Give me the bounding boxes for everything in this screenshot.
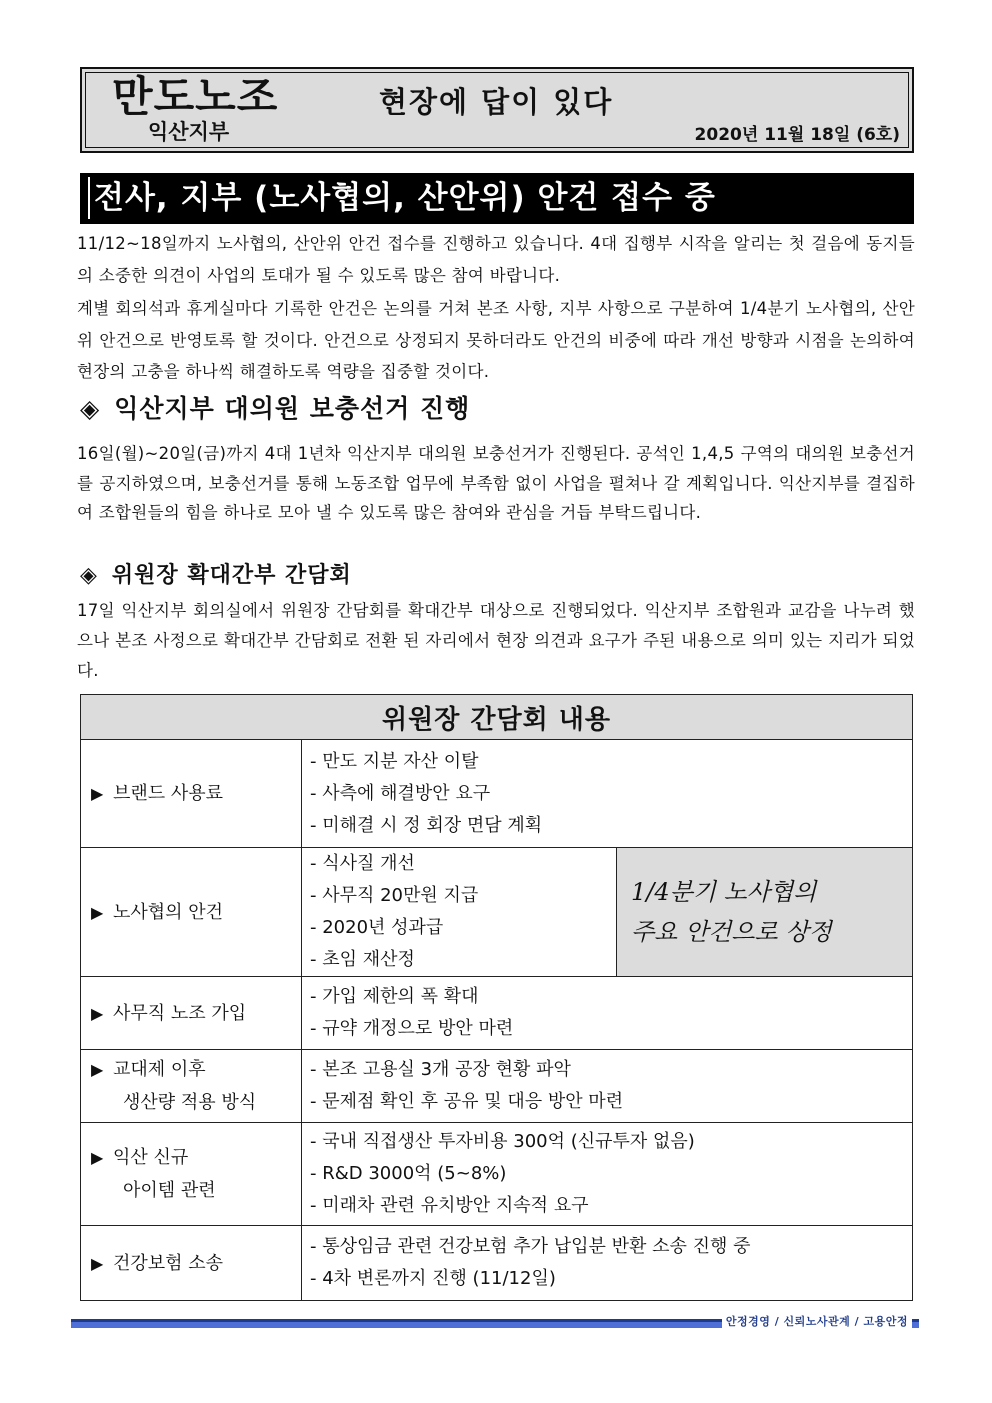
table-row <box>81 1050 913 1123</box>
row-content: - 식사질 개선 - 사무직 20만원 지급 - 2020년 성과급 - 초임 재산정 <box>302 848 617 977</box>
intro-paragraph-2: 계별 회의석과 휴게실마다 기록한 안건은 논의를 거쳐 본조 사항, 지부 사항으로 구분하여 1/4분기 노사협의, 산안위 안건으로 반영토록 할 것이다. 안건으로 상정되지 못하더라도 안건의 비중에 따라 개선 방향과 시점을 논의하여 현장의 고충을 하나씩 해결하도록 역량을 집중할 것이다. <box>77 299 915 381</box>
issue-date: 2020년 11월 18일 (6호) <box>694 125 900 145</box>
table-row <box>81 848 913 977</box>
diamond-bullet-icon: ◈ <box>80 563 98 588</box>
meeting-paragraph: 17일 익산지부 회의실에서 위원장 간담회를 확대간부 대상으로 진행되었다. 익산지부 조합원과 교감을 나누려 했으나 본조 사정으로 확대간부 간담회로 전환 된 자리에서 현장 의견과 요구가 주된 내용으로 의미 있는 지리가 되었다. <box>77 601 915 680</box>
row-content: - 가입 제한의 폭 확대 - 규약 개정으로 방안 마련 <box>302 977 913 1050</box>
section-heading-election <box>80 392 470 426</box>
headline-text: 전사, 지부 (노사협의, 산안위) 안건 접수 중 <box>88 177 716 219</box>
row-content: - 통상임금 관련 건강보험 추가 납입분 반환 소송 진행 중 - 4차 변론까지 진행 (11/12일) <box>302 1226 913 1301</box>
table-header: 위원장 간담회 내용 <box>81 695 913 740</box>
table-row <box>81 740 913 848</box>
newsletter-title: 만도노조 <box>112 72 279 121</box>
intro-paragraph-1: 11/12~18일까지 노사협의, 산안위 안건 접수를 진행하고 있습니다. 4대 집행부 시작을 알리는 첫 걸음에 동지들의 소중한 의견이 사업의 토대가 될 수 있도록 많은 참여 바랍니다. <box>77 234 915 285</box>
section-title: 위원장 확대간부 간담회 <box>111 563 352 588</box>
row-label: ▶ 노사협의 안건 <box>81 848 302 977</box>
slogan: 현장에 답이 있다 <box>379 85 614 119</box>
row-content: - 만도 지분 자산 이탈 - 사측에 해결방안 요구 - 미해결 시 정 회장 면담 계획 <box>302 740 913 848</box>
row-label: ▶ 교대제 이후 생산량 적용 방식 <box>81 1050 302 1123</box>
table-row <box>81 977 913 1050</box>
row-label: ▶ 브랜드 사용료 <box>81 740 302 848</box>
table-row <box>81 1123 913 1226</box>
triangle-bullet-icon: ▶ <box>91 1003 104 1023</box>
row-label: ▶ 사무직 노조 가입 <box>81 977 302 1050</box>
triangle-bullet-icon: ▶ <box>91 1148 104 1167</box>
row-label: ▶ 건강보험 소송 <box>81 1226 302 1301</box>
row-label: ▶ 익산 신규 아이템 관련 <box>81 1123 302 1226</box>
section-heading-meeting <box>80 561 352 591</box>
table-row <box>81 1226 913 1301</box>
row-content: - 국내 직접생산 투자비용 300억 (신규투자 없음) - R&D 3000억 (5~8%) - 미래차 관련 유치방안 지속적 요구 <box>302 1123 913 1226</box>
branch-name: 익산지부 <box>148 120 230 144</box>
section-title: 익산지부 대의원 보충선거 진행 <box>114 394 471 423</box>
triangle-bullet-icon: ▶ <box>91 902 104 922</box>
meeting-content-table <box>80 694 913 1301</box>
triangle-bullet-icon: ▶ <box>91 1253 104 1273</box>
headline-bar <box>80 173 914 224</box>
footer-slogan: 안정경영 / 신뢰노사관계 / 고용안정 <box>722 1314 912 1330</box>
agenda-note: 1/4분기 노사협의 주요 안건으로 상정 <box>617 848 913 977</box>
masthead <box>80 67 914 153</box>
election-paragraph: 16일(월)~20일(금)까지 4대 1년차 익산지부 대의원 보충선거가 진행된다. 공석인 1,4,5 구역의 대의원 보충선거를 공지하였으며, 보충선거를 통해 노동조합 업무에 부족함 없이 사업을 펼쳐나 갈 계획입니다. 익산지부를 결집하여 조합원들의 힘을 하나로 모아 낼 수 있도록 많은 참여와 관심을 거듭 부탁드립니다. <box>77 444 915 522</box>
triangle-bullet-icon: ▶ <box>91 784 104 803</box>
triangle-bullet-icon: ▶ <box>91 1060 104 1079</box>
row-content: - 본조 고용실 3개 공장 현황 파악 - 문제점 확인 후 공유 및 대응 방안 마련 <box>302 1050 913 1123</box>
diamond-bullet-icon: ◈ <box>80 394 101 423</box>
